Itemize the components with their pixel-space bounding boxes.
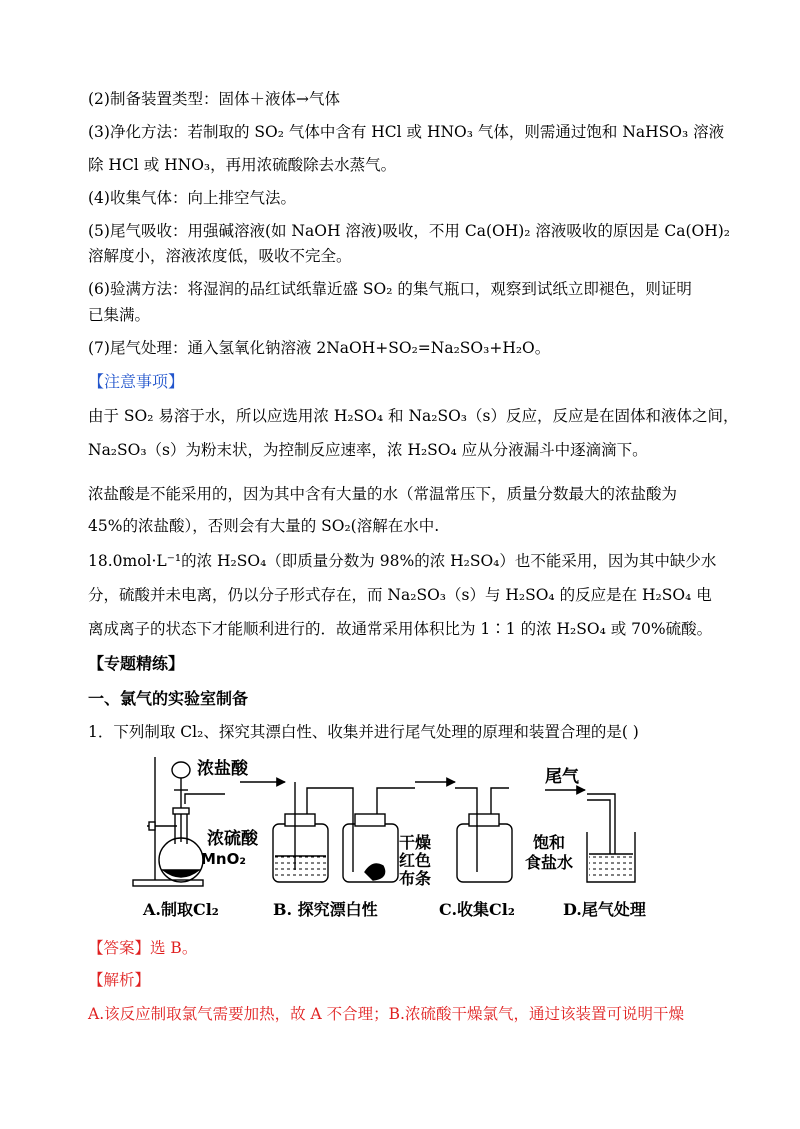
label-conc-hcl: 浓盐酸 (197, 759, 248, 779)
note-line-4: 45%的浓盐酸），否则会有大量的 SO₂(溶解在水中. (88, 517, 440, 535)
text-line-7: (7)尾气处理：通入氢氧化钠溶液 2NaOH+SO₂=Na₂SO₃+H₂O。 (88, 339, 551, 357)
apparatus-figure (125, 752, 745, 932)
label-tail-gas: 尾气 (545, 767, 579, 787)
caption-c: C.收集Cl₂ (439, 900, 515, 919)
answer: 【答案】选 B。 (88, 939, 198, 957)
label-brine-1: 饱和 (533, 833, 566, 852)
label-dry-3: 布条 (399, 869, 432, 888)
note-line-1: 由于 SO₂ 易溶于水，所以应选用浓 H₂SO₄ 和 Na₂SO₃（s）反应，反应是在固体和液体之间， (88, 407, 739, 425)
text-line-2: (2)制备装置类型：固体＋液体→气体 (88, 90, 340, 108)
analysis-text: A.该反应制取氯气需要加热，故 A 不合理；B.浓硫酸干燥氯气，通过该装置可说明干燥 (88, 1005, 684, 1023)
text-line-5: (5)尾气吸收：用强碱溶液(如 NaOH 溶液)吸收，不用 Ca(OH)₂ 溶液吸收的原因是 Ca(OH)₂ (88, 222, 730, 240)
analysis-heading: 【解析】 (88, 971, 151, 989)
text-line-3: (3)净化方法：若制取的 SO₂ 气体中含有 HCl 或 HNO₃ 气体，则需通过饱和 NaHSO₃ 溶液 (88, 123, 725, 141)
text-line-4: (4)收集气体：向上排空气法。 (88, 189, 296, 207)
text-line-6-cont: 已集满。 (88, 306, 151, 324)
note-line-6: 分，硫酸并未电离，仍以分子形式存在，而 Na₂SO₃（s）与 H₂SO₄ 的反应是在 H₂SO₄ 电 (88, 586, 712, 604)
note-line-3: 浓盐酸是不能采用的，因为其中含有大量的水（常温常压下，质量分数最大的浓盐酸为 (88, 485, 678, 503)
text-line-5-cont: 溶解度小，溶液浓度低，吸收不完全。 (88, 247, 352, 265)
question-1: 1．下列制取 Cl₂、探究其漂白性、收集并进行尾气处理的原理和装置合理的是( ) (88, 723, 639, 741)
note-line-5: 18.0mol·L⁻¹的浓 H₂SO₄（即质量分数为 98%的浓 H₂SO₄）也不能采用，因为其中缺少水 (88, 552, 717, 570)
label-conc-h2so4: 浓硫酸 (207, 829, 258, 849)
note-line-7: 离成离子的状态下才能顺利进行的．故通常采用体积比为 1∶1 的浓 H₂SO₄ 或 70%硫酸。 (88, 620, 713, 638)
label-dry-1: 干燥 (399, 833, 432, 852)
text-line-3-cont: 除 HCl 或 HNO₃，再用浓硫酸除去水蒸气。 (88, 156, 397, 174)
label-brine-2: 食盐水 (525, 853, 574, 872)
caption-b: B. 探究漂白性 (273, 900, 378, 919)
section-title: 一、氯气的实验室制备 (88, 689, 249, 708)
text-line-6: (6)验满方法：将湿润的品红试纸靠近盛 SO₂ 的集气瓶口，观察到试纸立即褪色，则证明 (88, 280, 692, 298)
caption-a: A.制取Cl₂ (143, 900, 219, 919)
apparatus-c (455, 788, 512, 882)
caption-d: D.尾气处理 (563, 900, 646, 919)
note-line-2: Na₂SO₃（s）为粉末状，为控制反应速率，浓 H₂SO₄ 应从分液漏斗中逐滴滴下。 (88, 441, 648, 459)
notes-heading: 【注意事项】 (88, 372, 185, 391)
practice-heading: 【专题精练】 (88, 654, 185, 673)
label-dry-2: 红色 (399, 851, 432, 870)
label-mno2: MnO₂ (201, 850, 246, 868)
